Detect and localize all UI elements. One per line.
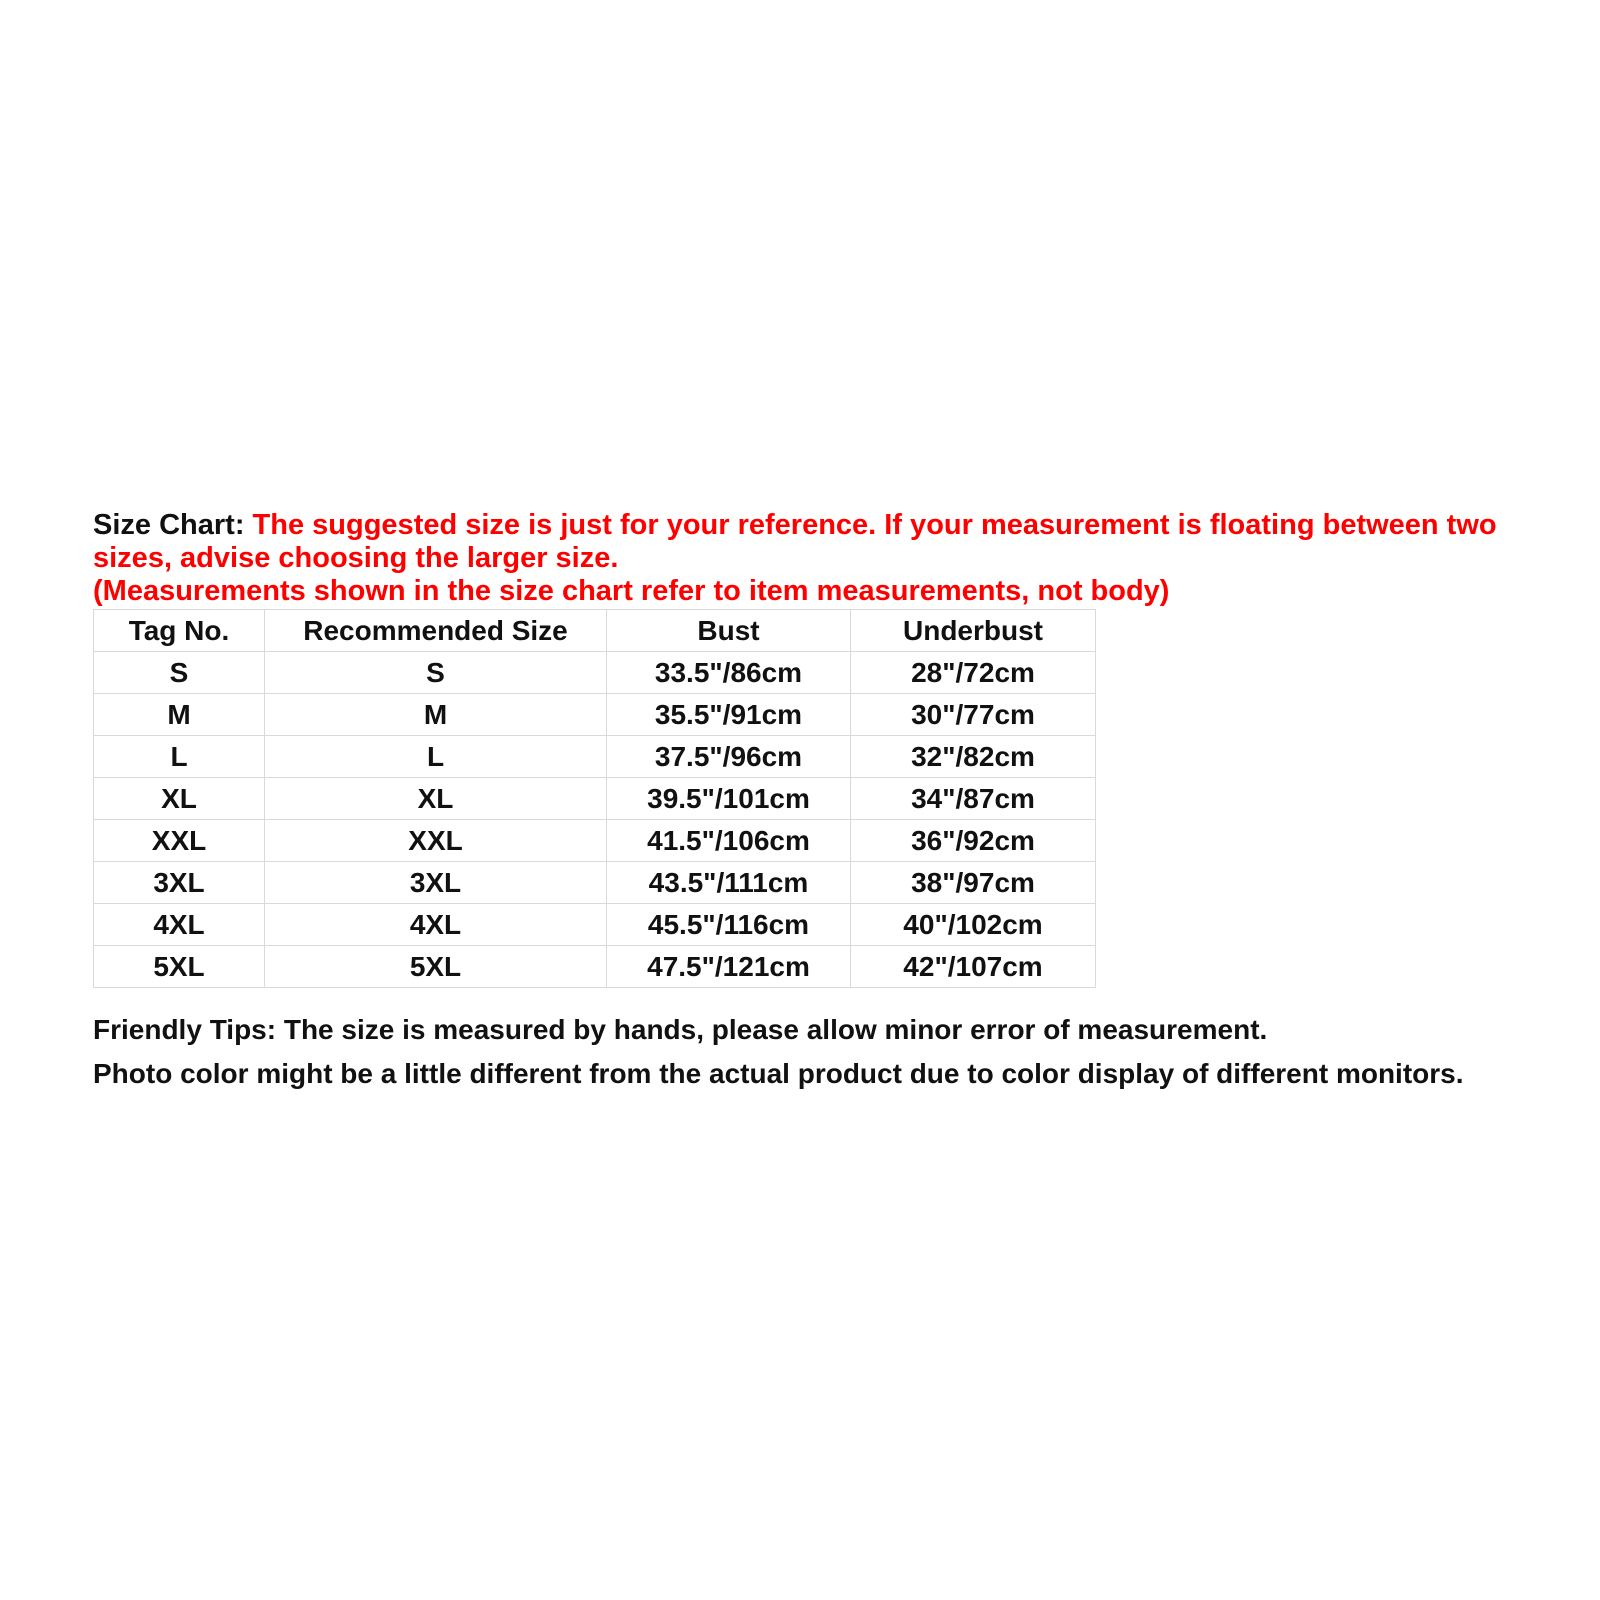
table-row — [94, 862, 1096, 904]
tips-line-2: Photo color might be a little different from the actual product due to color display of different monitors. — [93, 1058, 1464, 1089]
cell-tag-no: M — [94, 694, 265, 736]
header-recommended-size: Recommended Size — [265, 610, 607, 652]
table-row — [94, 904, 1096, 946]
cell-tag-no: XXL — [94, 820, 265, 862]
size-chart-advice: The suggested size is just for your reference. If your measurement is floating between two sizes, advise choosing the larger size. — [93, 509, 1497, 574]
cell-recommended-size: L — [265, 736, 607, 778]
measurement-note: (Measurements shown in the size chart refer to item measurements, not body) — [93, 575, 1170, 607]
cell-recommended-size: XXL — [265, 820, 607, 862]
cell-recommended-size: 5XL — [265, 946, 607, 988]
header-underbust: Underbust — [851, 610, 1096, 652]
cell-tag-no: 3XL — [94, 862, 265, 904]
cell-underbust: 42"/107cm — [851, 946, 1096, 988]
cell-underbust: 28"/72cm — [851, 652, 1096, 694]
table-row — [94, 694, 1096, 736]
cell-recommended-size: 3XL — [265, 862, 607, 904]
table-row — [94, 820, 1096, 862]
friendly-tips — [93, 1008, 1573, 1096]
cell-underbust: 34"/87cm — [851, 778, 1096, 820]
table-row — [94, 778, 1096, 820]
cell-bust: 41.5"/106cm — [607, 820, 851, 862]
cell-bust: 33.5"/86cm — [607, 652, 851, 694]
table-header-row — [94, 610, 1096, 652]
table-row — [94, 652, 1096, 694]
cell-bust: 45.5"/116cm — [607, 904, 851, 946]
table-row — [94, 736, 1096, 778]
table-row — [94, 946, 1096, 988]
size-chart-label: Size Chart: — [93, 509, 245, 541]
cell-tag-no: L — [94, 736, 265, 778]
cell-tag-no: S — [94, 652, 265, 694]
cell-bust: 39.5"/101cm — [607, 778, 851, 820]
cell-underbust: 40"/102cm — [851, 904, 1096, 946]
cell-bust: 43.5"/111cm — [607, 862, 851, 904]
size-chart-section — [93, 509, 1573, 1096]
cell-recommended-size: M — [265, 694, 607, 736]
cell-tag-no: 4XL — [94, 904, 265, 946]
tips-line-1: Friendly Tips: The size is measured by hands, please allow minor error of measurement. — [93, 1014, 1268, 1045]
cell-underbust: 30"/77cm — [851, 694, 1096, 736]
header-tag-no: Tag No. — [94, 610, 265, 652]
cell-underbust: 32"/82cm — [851, 736, 1096, 778]
table-body — [94, 652, 1096, 988]
cell-underbust: 36"/92cm — [851, 820, 1096, 862]
cell-bust: 35.5"/91cm — [607, 694, 851, 736]
cell-tag-no: XL — [94, 778, 265, 820]
cell-tag-no: 5XL — [94, 946, 265, 988]
cell-recommended-size: S — [265, 652, 607, 694]
cell-recommended-size: 4XL — [265, 904, 607, 946]
cell-bust: 47.5"/121cm — [607, 946, 851, 988]
cell-underbust: 38"/97cm — [851, 862, 1096, 904]
cell-recommended-size: XL — [265, 778, 607, 820]
cell-bust: 37.5"/96cm — [607, 736, 851, 778]
size-table — [93, 609, 1096, 988]
size-chart-intro — [93, 509, 1573, 575]
header-bust: Bust — [607, 610, 851, 652]
